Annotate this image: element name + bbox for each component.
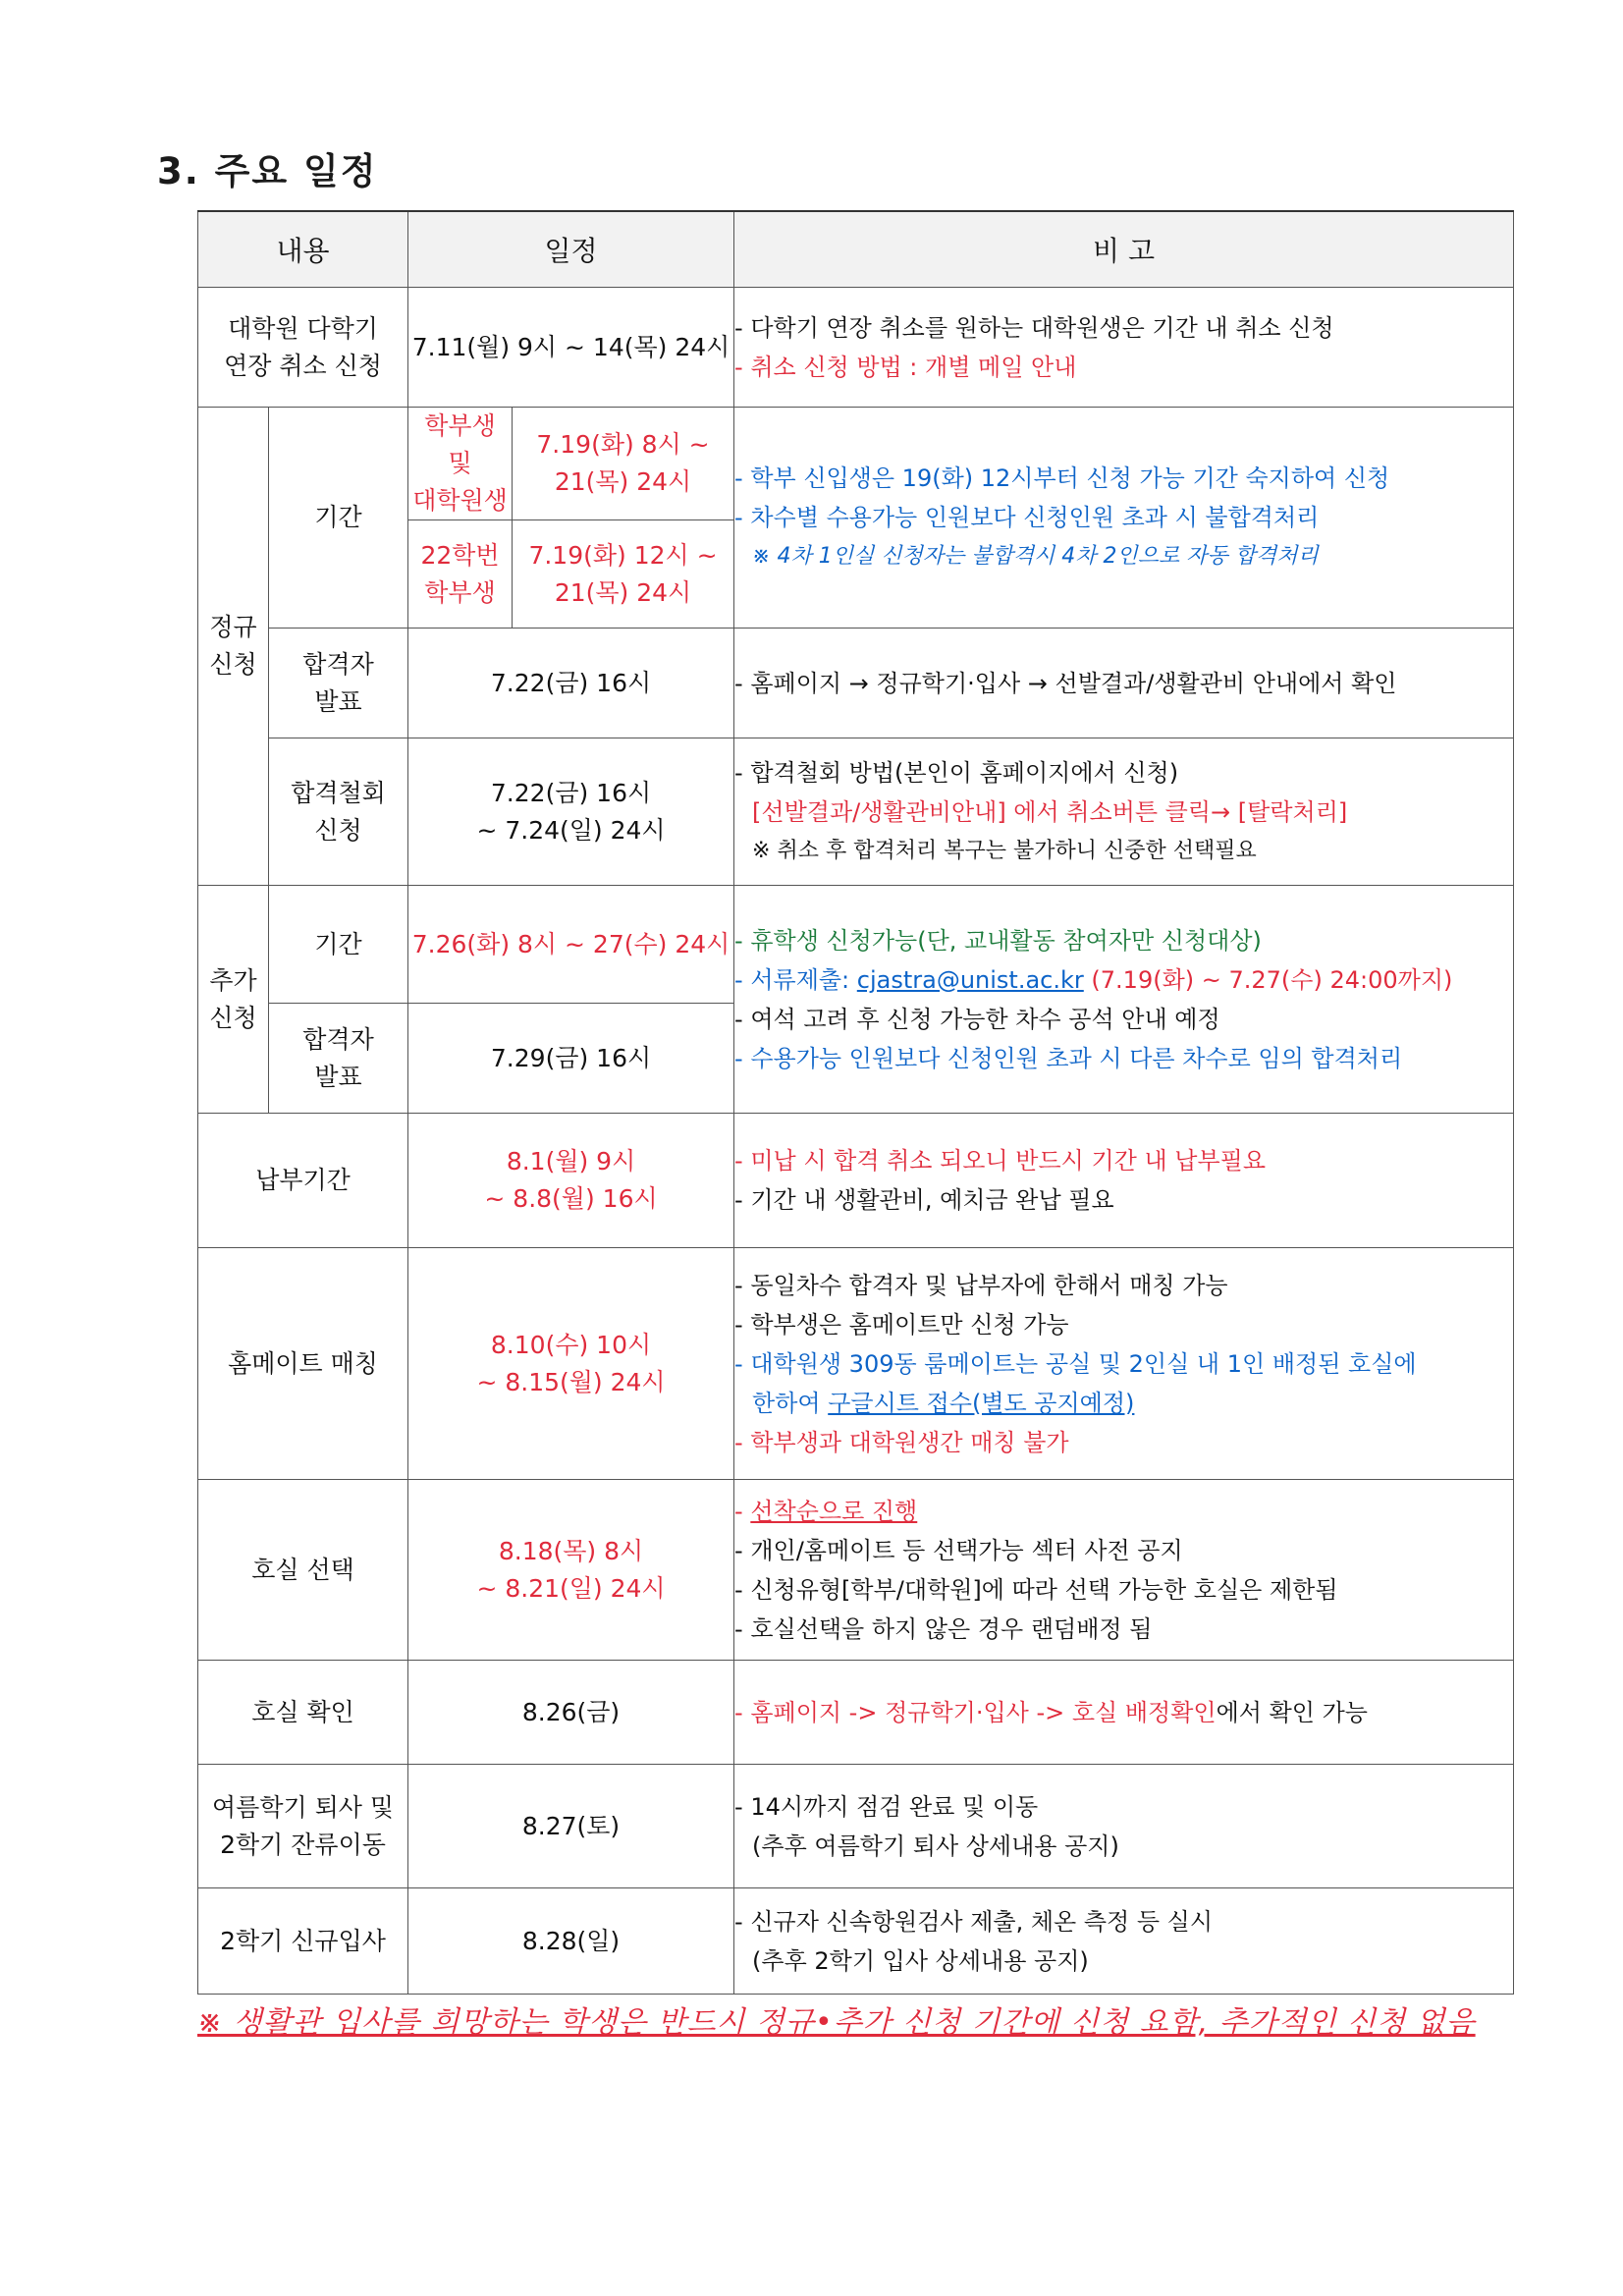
table-row [198,1661,1514,1765]
table-row [198,886,1514,1004]
schedule-undergrad-grad: 7.19(화) 8시 ~ 21(목) 24시 [513,408,734,520]
result-label: 합격자 발표 [269,629,408,738]
additional-result-schedule: 7.29(금) 16시 [408,1004,734,1114]
group-label-regular: 정규 신청 [198,408,269,886]
additional-period-schedule: 7.26(화) 8시 ~ 27(수) 24시 [408,886,734,1004]
header-remarks: 비 고 [734,211,1514,288]
new-in-remarks: - 신규자 신속항원검사 제출, 체온 측정 등 실시 (추후 2학기 입사 상세내용 공지) [734,1888,1514,1995]
table-row [198,1480,1514,1661]
roommate-label: 홈메이트 매칭 [198,1248,408,1480]
row-remarks: - 다학기 연장 취소를 원하는 대학원생은 기간 내 취소 신청 - 취소 신청 방법 : 개별 메일 안내 [734,288,1514,408]
period-label: 기간 [269,408,408,629]
room-check-schedule: 8.26(금) [408,1661,734,1765]
additional-result-label: 합격자 발표 [269,1004,408,1114]
room-select-schedule: 8.18(목) 8시 ~ 8.21(일) 24시 [408,1480,734,1661]
room-check-remarks: - 홈페이지 -> 정규학기·입사 -> 호실 배정확인에서 확인 가능 [734,1661,1514,1765]
additional-period-label: 기간 [269,886,408,1004]
additional-remarks: - 휴학생 신청가능(단, 교내활동 참여자만 신청대상) - 서류제출: cjastra@unist.ac.kr (7.19(화) ~ 7.27(수) 24:00까지) - 여석 고려 후 신청 가능한 차수 공석 안내 예정 - 수용가능 인원보다 신청인원 초과 시 다른 차수로 임의 합격처리 [734,886,1514,1114]
table-row [198,1888,1514,1995]
payment-label: 납부기간 [198,1114,408,1248]
table-row [198,629,1514,738]
row-label: 대학원 다학기 연장 취소 신청 [198,288,408,408]
withdraw-remarks: - 합격철회 방법(본인이 홈페이지에서 신청) [선발결과/생활관비안내] 에서 취소버튼 클릭→ [탈락처리] ※ 취소 후 합격처리 복구는 불가하니 신중한 선택필요 [734,738,1514,886]
new-in-label: 2학기 신규입사 [198,1888,408,1995]
table-row [198,1765,1514,1888]
withdraw-label: 합격철회 신청 [269,738,408,886]
result-schedule: 7.22(금) 16시 [408,629,734,738]
payment-schedule: 8.1(월) 9시 ~ 8.8(월) 16시 [408,1114,734,1248]
schedule-freshman: 7.19(화) 12시 ~ 21(목) 24시 [513,520,734,629]
summer-out-schedule: 8.27(토) [408,1765,734,1888]
table-row [198,408,1514,520]
group-label-additional: 추가 신청 [198,886,269,1114]
room-check-label: 호실 확인 [198,1661,408,1765]
withdraw-schedule: 7.22(금) 16시 ~ 7.24(일) 24시 [408,738,734,886]
roommate-remarks: - 동일차수 합격자 및 납부자에 한해서 매칭 가능 - 학부생은 홈메이트만 신청 가능 - 대학원생 309동 룸메이트는 공실 및 2인실 내 1인 배정된 호실에 한하여 구글시트 접수(별도 공지예정) - 학부생과 대학원생간 매칭 불가 [734,1248,1514,1480]
target-freshman: 22학번 학부생 [408,520,513,629]
email-link[interactable]: cjastra@unist.ac.kr [856,965,1084,994]
table-row [198,1114,1514,1248]
result-remarks: - 홈페이지 → 정규학기·입사 → 선발결과/생활관비 안내에서 확인 [734,629,1514,738]
footer-note: ※ 생활관 입사를 희망하는 학생은 반드시 정규•추가 신청 기간에 신청 요함, 추가적인 신청 없음 [197,2005,1476,2040]
table-row [198,1248,1514,1480]
period-remarks: - 학부 신입생은 19(화) 12시부터 신청 가능 기간 숙지하여 신청 - 차수별 수용가능 인원보다 신청인원 초과 시 불합격처리 ※ 4차 1인실 신청자는 불합격시 4차 2인으로 자동 합격처리 [734,408,1514,629]
row-schedule: 7.11(월) 9시 ~ 14(목) 24시 [408,288,734,408]
summer-out-label: 여름학기 퇴사 및 2학기 잔류이동 [198,1765,408,1888]
email-line: - 서류제출: cjastra@unist.ac.kr (7.19(화) ~ 7.27(수) 24:00까지) [734,965,1453,994]
room-select-remarks: - 선착순으로 진행 - 개인/홈메이트 등 선택가능 섹터 사전 공지 - 신청유형[학부/대학원]에 따라 선택 가능한 호실은 제한됨 - 호실선택을 하지 않은 경우 랜덤배정 됨 [734,1480,1514,1661]
header-row [198,211,1514,288]
schedule-table [197,210,1514,1995]
roommate-schedule: 8.10(수) 10시 ~ 8.15(월) 24시 [408,1248,734,1480]
header-content: 내용 [198,211,408,288]
summer-out-remarks: - 14시까지 점검 완료 및 이동 (추후 여름학기 퇴사 상세내용 공지) [734,1765,1514,1888]
page-title: 3. 주요 일정 [157,150,378,192]
header-schedule: 일정 [408,211,734,288]
new-in-schedule: 8.28(일) [408,1888,734,1995]
table-row [198,738,1514,886]
payment-remarks: - 미납 시 합격 취소 되오니 반드시 기간 내 납부필요 - 기간 내 생활관비, 예치금 완납 필요 [734,1114,1514,1248]
google-sheet-link: 구글시트 접수(별도 공지예정) [828,1389,1135,1417]
room-select-label: 호실 선택 [198,1480,408,1661]
target-undergrad-grad: 학부생 및 대학원생 [408,408,513,520]
table-row [198,288,1514,408]
